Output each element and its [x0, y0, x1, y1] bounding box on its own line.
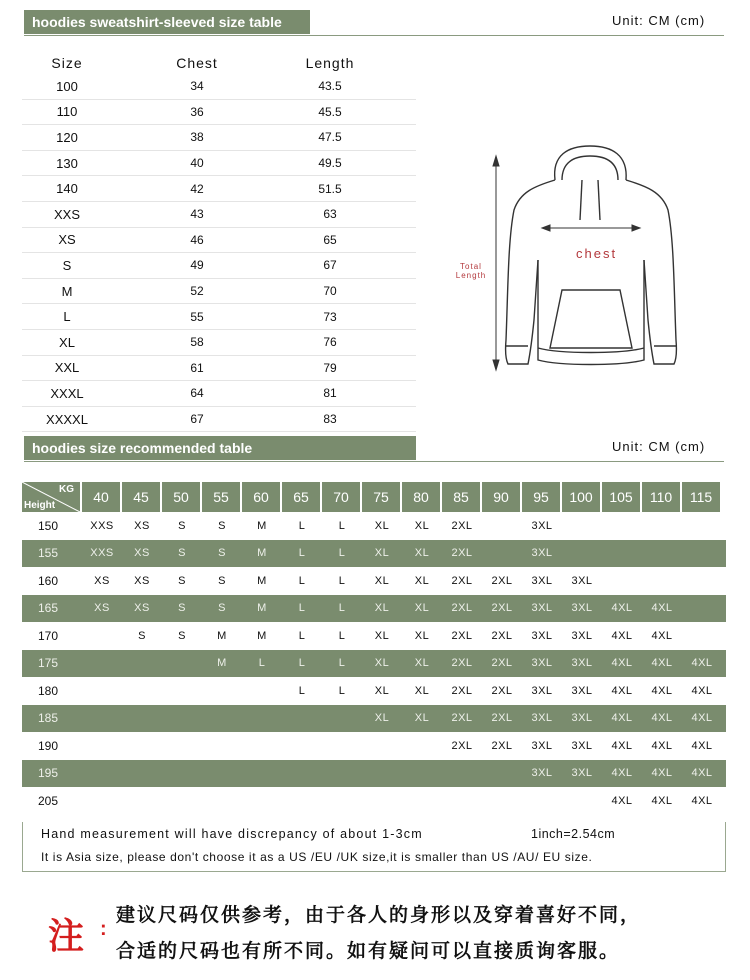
table-row: [22, 732, 726, 760]
note-asia-size: It is Asia size, please don't choose it as a US /EU /UK size,it is smaller than US /AU/ EU size.: [41, 850, 593, 864]
chest-label: chest: [576, 246, 618, 261]
weight-header-cell: 75: [362, 482, 400, 512]
height-cell: 150: [38, 518, 59, 533]
table-row: [22, 512, 726, 540]
chest-cell: 58: [190, 335, 204, 350]
size-recommendation-cell: XS: [94, 602, 110, 615]
size-recommendation-cell: 4XL: [651, 739, 673, 752]
size-recommendation-cell: 4XL: [611, 712, 633, 725]
col-chest-header: Chest: [176, 55, 218, 71]
col-size-header: Size: [51, 55, 83, 71]
size-recommendation-cell: L: [338, 684, 346, 697]
table-row: [22, 381, 416, 407]
size-cell: XL: [59, 334, 75, 350]
size-recommendation-cell: 4XL: [611, 657, 633, 670]
size-recommendation-cell: 4XL: [611, 602, 633, 615]
size-recommendation-cell: L: [298, 629, 306, 642]
chest-cell: 61: [190, 360, 204, 375]
size-recommendation-cell: L: [298, 602, 306, 615]
size-table-header: [22, 52, 416, 74]
notes-box: [22, 822, 726, 872]
size-recommendation-cell: 4XL: [611, 739, 633, 752]
size-recommendation-cell: 2XL: [451, 739, 473, 752]
size-recommendation-cell: 2XL: [491, 739, 513, 752]
size-recommendation-cell: XS: [134, 574, 150, 587]
size-recommendation-cell: 2XL: [451, 684, 473, 697]
size-recommendation-cell: 2XL: [491, 602, 513, 615]
size-recommendation-cell: XL: [374, 602, 390, 615]
weight-header-cell: 80: [402, 482, 440, 512]
size-cell: 110: [56, 104, 78, 120]
size-recommendation-cell: 4XL: [611, 794, 633, 807]
note-mark: 注: [48, 916, 85, 957]
size-recommendation-cell: 2XL: [451, 547, 473, 560]
col-length-header: Length: [305, 55, 355, 71]
size-cell: XXXL: [50, 385, 84, 401]
size-recommendation-cell: M: [257, 602, 267, 615]
size-recommendation-cell: 4XL: [651, 794, 673, 807]
size-recommendation-cell: L: [298, 684, 306, 697]
note-inch-conversion: 1inch=2.54cm: [531, 827, 616, 841]
recommended-table-title: hoodies size recommended table: [32, 440, 253, 456]
weight-header-cell: 110: [642, 482, 680, 512]
chest-cell: 46: [190, 232, 204, 247]
size-recommendation-cell: XS: [134, 519, 150, 532]
length-cell: 79: [323, 360, 337, 375]
size-recommendation-cell: L: [338, 629, 346, 642]
chest-cell: 55: [190, 309, 204, 324]
size-cell: 130: [56, 155, 78, 171]
weight-header-cell: 100: [562, 482, 600, 512]
size-recommendation-cell: XL: [374, 547, 390, 560]
table-row: [22, 622, 726, 650]
size-recommendation-cell: 4XL: [651, 684, 673, 697]
size-recommendation-cell: S: [178, 574, 186, 587]
size-cell: XXXXL: [46, 411, 88, 427]
corner-kg-label: KG: [59, 484, 74, 495]
chest-cell: 42: [190, 181, 204, 196]
size-recommendation-cell: 4XL: [691, 767, 713, 780]
size-recommendation-cell: L: [298, 547, 306, 560]
weight-header-cell: 105: [602, 482, 640, 512]
weight-header-cell: 60: [242, 482, 280, 512]
size-recommendation-cell: 3XL: [531, 657, 553, 670]
size-recommendation-cell: 3XL: [531, 684, 553, 697]
size-recommendation-cell: XXS: [90, 547, 114, 560]
height-cell: 190: [38, 738, 59, 753]
size-recommendation-cell: 2XL: [451, 602, 473, 615]
recommended-table-header: [22, 482, 726, 512]
note-mark-colon: :: [100, 918, 107, 940]
table-row: [22, 176, 416, 202]
length-cell: 51.5: [318, 181, 342, 196]
weight-header-cell: 45: [122, 482, 160, 512]
size-recommendation-cell: XL: [414, 684, 430, 697]
height-cell: 170: [38, 628, 59, 643]
size-recommendation-cell: XL: [374, 519, 390, 532]
size-recommendation-cell: L: [338, 547, 346, 560]
table-row: [22, 100, 416, 126]
size-recommendation-cell: XL: [414, 629, 430, 642]
size-recommendation-cell: 4XL: [691, 794, 713, 807]
size-recommendation-cell: L: [258, 657, 266, 670]
table-row: [22, 304, 416, 330]
size-cell: XS: [58, 232, 76, 248]
size-recommendation-cell: 2XL: [451, 657, 473, 670]
size-recommendation-cell: 3XL: [531, 629, 553, 642]
size-recommendation-cell: XL: [374, 629, 390, 642]
size-cell: L: [63, 309, 71, 325]
size-recommendation-cell: 2XL: [491, 657, 513, 670]
table-row: [22, 151, 416, 177]
chinese-note-line1: 建议尺码仅供参考，由于各人的身形以及穿着喜好不同，: [116, 904, 642, 926]
total-length-label-line2: Length: [455, 271, 487, 280]
table-row: [22, 125, 416, 151]
weight-header-cell: 50: [162, 482, 200, 512]
size-recommendation-cell: XS: [134, 602, 150, 615]
size-recommendation-cell: XXS: [90, 519, 114, 532]
weight-header-cell: 85: [442, 482, 480, 512]
size-cell: 140: [56, 181, 78, 197]
length-cell: 65: [323, 232, 337, 247]
height-cell: 160: [38, 573, 59, 588]
size-recommendation-cell: XS: [134, 547, 150, 560]
weight-header-cell: 115: [682, 482, 720, 512]
chest-cell: 64: [190, 386, 204, 401]
size-recommendation-cell: 4XL: [691, 712, 713, 725]
size-recommendation-cell: S: [218, 574, 226, 587]
size-recommendation-cell: L: [338, 574, 346, 587]
size-recommendation-cell: M: [217, 629, 227, 642]
size-recommendation-cell: 4XL: [611, 767, 633, 780]
size-recommendation-cell: 4XL: [691, 739, 713, 752]
size-table-body: [22, 74, 416, 432]
size-cell: XXS: [53, 206, 80, 222]
size-recommendation-cell: XL: [414, 574, 430, 587]
table-row: [22, 705, 726, 733]
size-table-rule: [24, 35, 724, 36]
length-cell: 73: [323, 309, 337, 324]
table-row: [22, 760, 726, 788]
size-recommendation-cell: 3XL: [571, 712, 593, 725]
size-recommendation-cell: XL: [414, 712, 430, 725]
size-recommendation-cell: 3XL: [531, 739, 553, 752]
size-recommendation-cell: 3XL: [571, 684, 593, 697]
table-row: [22, 202, 416, 228]
size-recommendation-cell: L: [338, 657, 346, 670]
size-recommendation-cell: XL: [414, 657, 430, 670]
size-recommendation-cell: M: [257, 519, 267, 532]
size-recommendation-cell: 3XL: [571, 629, 593, 642]
weight-header-cell: 55: [202, 482, 240, 512]
size-recommendation-cell: 4XL: [651, 602, 673, 615]
table-row: [22, 677, 726, 705]
table-row: [22, 356, 416, 382]
size-recommendation-cell: 2XL: [491, 629, 513, 642]
size-recommendation-cell: 4XL: [611, 629, 633, 642]
recommended-table-unit: Unit: CM (cm): [612, 439, 706, 454]
chest-cell: 40: [190, 156, 204, 171]
size-recommendation-cell: S: [178, 519, 186, 532]
weight-header-cell: 40: [82, 482, 120, 512]
size-recommendation-cell: 4XL: [691, 684, 713, 697]
size-recommendation-cell: 4XL: [651, 629, 673, 642]
table-row: [22, 228, 416, 254]
size-recommendation-cell: M: [217, 657, 227, 670]
size-recommendation-cell: 2XL: [491, 684, 513, 697]
weight-header-cell: 90: [482, 482, 520, 512]
size-recommendation-cell: 3XL: [571, 767, 593, 780]
size-table-title: hoodies sweatshirt-sleeved size table: [32, 14, 282, 30]
length-cell: 49.5: [318, 156, 342, 171]
height-cell: 180: [38, 683, 59, 698]
length-cell: 43.5: [318, 79, 342, 94]
size-recommendation-cell: M: [257, 547, 267, 560]
length-cell: 47.5: [318, 130, 342, 145]
size-recommendation-cell: 4XL: [611, 684, 633, 697]
size-recommendation-cell: 3XL: [531, 574, 553, 587]
size-recommendation-cell: 4XL: [651, 712, 673, 725]
size-recommendation-cell: S: [178, 547, 186, 560]
size-recommendation-cell: S: [218, 519, 226, 532]
length-cell: 76: [323, 335, 337, 350]
chest-cell: 67: [190, 412, 204, 427]
size-recommendation-cell: XS: [94, 574, 110, 587]
size-recommendation-cell: XL: [374, 712, 390, 725]
size-recommendation-cell: 3XL: [531, 602, 553, 615]
size-recommendation-cell: 2XL: [491, 574, 513, 587]
total-length-label: [450, 262, 492, 280]
size-recommendation-cell: M: [257, 629, 267, 642]
size-recommendation-cell: S: [218, 602, 226, 615]
size-recommendation-cell: M: [257, 574, 267, 587]
size-recommendation-cell: XL: [374, 574, 390, 587]
size-recommendation-cell: 3XL: [571, 657, 593, 670]
table-row: [22, 650, 726, 678]
height-cell: 165: [38, 601, 59, 616]
chest-cell: 52: [190, 284, 204, 299]
size-table: [22, 52, 416, 432]
note-discrepancy: Hand measurement will have discrepancy of about 1-3cm: [41, 827, 423, 841]
size-recommendation-cell: XL: [414, 519, 430, 532]
size-recommendation-cell: XL: [374, 684, 390, 697]
size-cell: 100: [56, 78, 78, 94]
height-cell: 185: [38, 711, 59, 726]
size-table-unit: Unit: CM (cm): [612, 13, 706, 28]
size-recommendation-cell: 3XL: [531, 712, 553, 725]
hoodie-figure: [450, 140, 700, 380]
size-recommendation-cell: 2XL: [451, 519, 473, 532]
weight-header-cell: 70: [322, 482, 360, 512]
size-recommendation-cell: 3XL: [571, 602, 593, 615]
length-cell: 45.5: [318, 104, 342, 119]
size-recommendation-cell: 3XL: [571, 574, 593, 587]
size-recommendation-cell: L: [298, 519, 306, 532]
length-cell: 83: [323, 412, 337, 427]
height-cell: 175: [38, 656, 59, 671]
recommended-table-rule: [24, 461, 724, 462]
size-recommendation-cell: S: [218, 547, 226, 560]
recommended-table-banner: [24, 436, 416, 460]
hoodie-outline-icon: [450, 140, 700, 380]
height-cell: 205: [38, 793, 59, 808]
table-row: [22, 279, 416, 305]
size-recommendation-cell: XL: [374, 657, 390, 670]
table-row: [22, 330, 416, 356]
size-recommendation-cell: XL: [414, 547, 430, 560]
length-cell: 63: [323, 207, 337, 222]
weight-header-cell: 95: [522, 482, 560, 512]
size-recommendation-cell: 4XL: [651, 657, 673, 670]
chest-cell: 49: [190, 258, 204, 273]
size-cell: XXL: [54, 360, 80, 376]
size-recommendation-cell: 3XL: [531, 519, 553, 532]
size-recommendation-cell: 4XL: [651, 767, 673, 780]
size-recommendation-cell: S: [138, 629, 146, 642]
chest-cell: 36: [190, 104, 204, 119]
table-row: [22, 787, 726, 815]
weight-header-cell: 65: [282, 482, 320, 512]
table-row: [22, 253, 416, 279]
size-recommendation-cell: 2XL: [451, 574, 473, 587]
table-row: [22, 407, 416, 433]
size-recommendation-cell: XL: [414, 602, 430, 615]
height-cell: 195: [38, 766, 59, 781]
header-corner: [22, 482, 80, 512]
size-recommendation-cell: 4XL: [691, 657, 713, 670]
total-length-label-line1: Total: [460, 262, 482, 271]
height-cell: 155: [38, 546, 59, 561]
size-recommendation-cell: L: [298, 574, 306, 587]
table-row: [22, 540, 726, 568]
size-recommendation-cell: S: [178, 629, 186, 642]
size-recommendation-cell: 2XL: [491, 712, 513, 725]
recommended-table-body: [22, 512, 726, 815]
size-recommendation-cell: 3XL: [531, 767, 553, 780]
size-recommendation-cell: S: [178, 602, 186, 615]
table-row: [22, 74, 416, 100]
size-cell: M: [61, 283, 73, 299]
corner-height-label: Height: [24, 500, 56, 511]
chinese-note-line2: 合适的尺码也有所不同。如有疑问可以直接质询客服。: [116, 940, 621, 962]
size-recommendation-cell: L: [338, 519, 346, 532]
size-recommendation-cell: L: [298, 657, 306, 670]
recommended-table: [22, 482, 726, 815]
length-cell: 67: [323, 258, 337, 273]
size-recommendation-cell: 2XL: [451, 712, 473, 725]
size-recommendation-cell: L: [338, 602, 346, 615]
table-row: [22, 595, 726, 623]
size-recommendation-cell: 3XL: [531, 547, 553, 560]
size-recommendation-cell: 3XL: [571, 739, 593, 752]
chest-cell: 34: [190, 79, 204, 94]
table-row: [22, 567, 726, 595]
chest-cell: 43: [190, 207, 204, 222]
length-cell: 81: [323, 386, 337, 401]
size-table-banner: [24, 10, 310, 34]
size-cell: S: [62, 257, 72, 273]
length-cell: 70: [323, 284, 337, 299]
chest-cell: 38: [190, 130, 204, 145]
size-cell: 120: [56, 129, 78, 145]
size-recommendation-cell: 2XL: [451, 629, 473, 642]
